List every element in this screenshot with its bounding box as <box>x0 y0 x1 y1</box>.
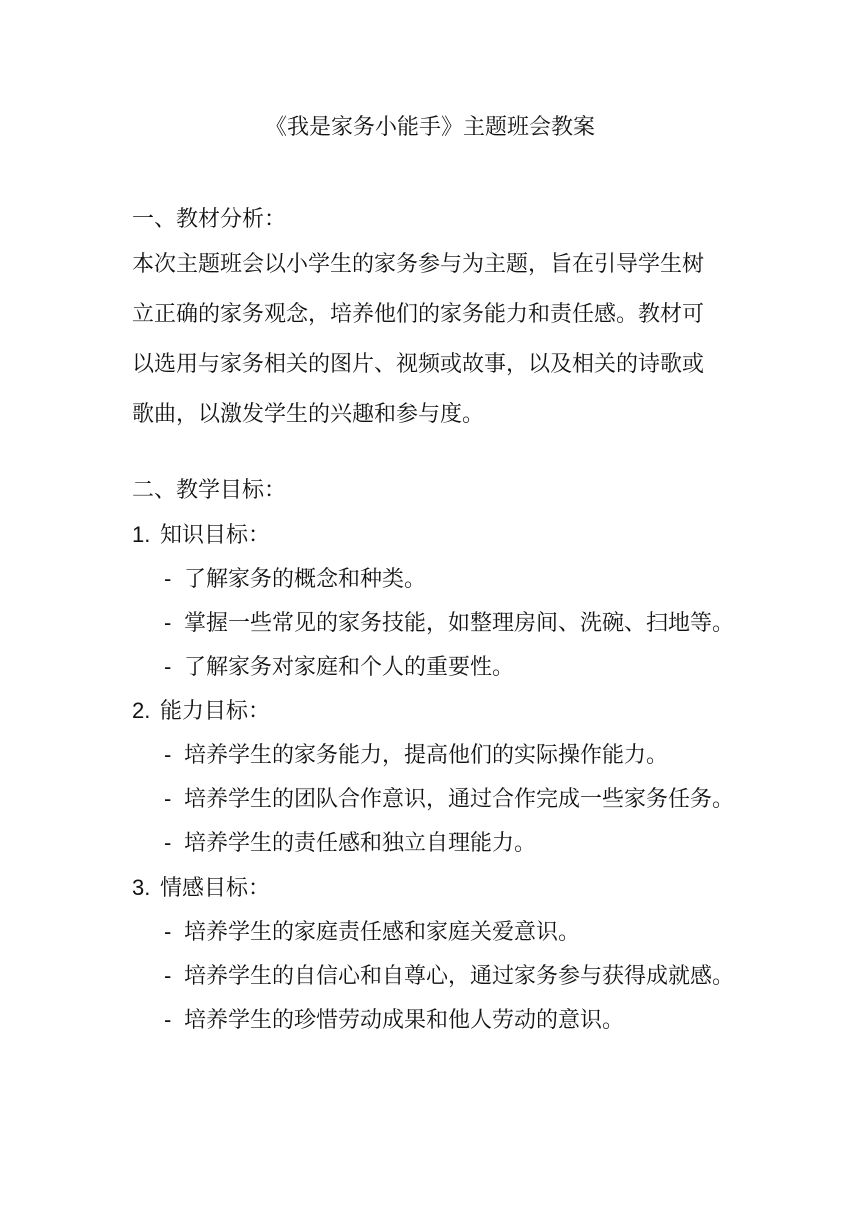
paragraph-line: 本次主题班会以小学生的家务参与为主题，旨在引导学生树 <box>132 252 705 277</box>
goal-item-text: 了解家务对家庭和个人的重要性。 <box>184 655 515 680</box>
goal-label: 知识目标： <box>160 523 271 548</box>
dash-bullet: - <box>164 1007 172 1032</box>
dash-bullet: - <box>164 654 172 679</box>
goal-number: 3. <box>132 875 151 900</box>
goal-item <box>164 958 734 995</box>
goal-item <box>164 649 514 686</box>
goal-item-text: 培养学生的珍惜劳动成果和他人劳动的意识。 <box>184 1008 625 1033</box>
section-heading-objectives: 二、教学目标： <box>132 478 287 503</box>
paragraph-line: 歌曲，以激发学生的兴趣和参与度。 <box>132 402 485 427</box>
goal-number: 2. <box>132 698 151 723</box>
document-title: 《我是家务小能手》主题班会教案 <box>264 115 595 140</box>
dash-bullet: - <box>164 963 172 988</box>
dash-bullet: - <box>164 742 172 767</box>
paragraph-line: 立正确的家务观念，培养他们的家务能力和责任感。教材可 <box>132 302 705 327</box>
goal-item-text: 了解家务的概念和种类。 <box>184 567 427 592</box>
dash-bullet: - <box>164 786 172 811</box>
materials-paragraph <box>132 240 742 440</box>
goal-ability-heading <box>132 693 270 730</box>
dash-bullet: - <box>164 830 172 855</box>
goal-label: 能力目标： <box>160 699 271 724</box>
goal-item-text: 培养学生的家务能力，提高他们的实际操作能力。 <box>184 743 669 768</box>
goal-item <box>164 737 668 774</box>
goal-item <box>164 605 734 642</box>
goal-knowledge-heading <box>132 517 270 554</box>
goal-item-text: 培养学生的自信心和自尊心，通过家务参与获得成就感。 <box>184 964 735 989</box>
paragraph-line: 以选用与家务相关的图片、视频或故事，以及相关的诗歌或 <box>132 352 705 377</box>
goal-item <box>164 781 734 818</box>
goal-item <box>164 914 580 951</box>
goal-item-text: 培养学生的家庭责任感和家庭关爱意识。 <box>184 920 581 945</box>
section-heading-materials: 一、教材分析： <box>132 207 287 232</box>
goal-item <box>164 561 426 598</box>
goal-item-text: 掌握一些常见的家务技能，如整理房间、洗碗、扫地等。 <box>184 611 735 636</box>
goal-label: 情感目标： <box>160 876 271 901</box>
dash-bullet: - <box>164 919 172 944</box>
goal-number: 1. <box>132 522 151 547</box>
goal-item <box>164 825 536 862</box>
goal-emotion-heading <box>132 870 270 907</box>
dash-bullet: - <box>164 566 172 591</box>
dash-bullet: - <box>164 610 172 635</box>
goal-item <box>164 1002 624 1039</box>
goal-item-text: 培养学生的责任感和独立自理能力。 <box>184 831 537 856</box>
goal-item-text: 培养学生的团队合作意识，通过合作完成一些家务任务。 <box>184 787 735 812</box>
